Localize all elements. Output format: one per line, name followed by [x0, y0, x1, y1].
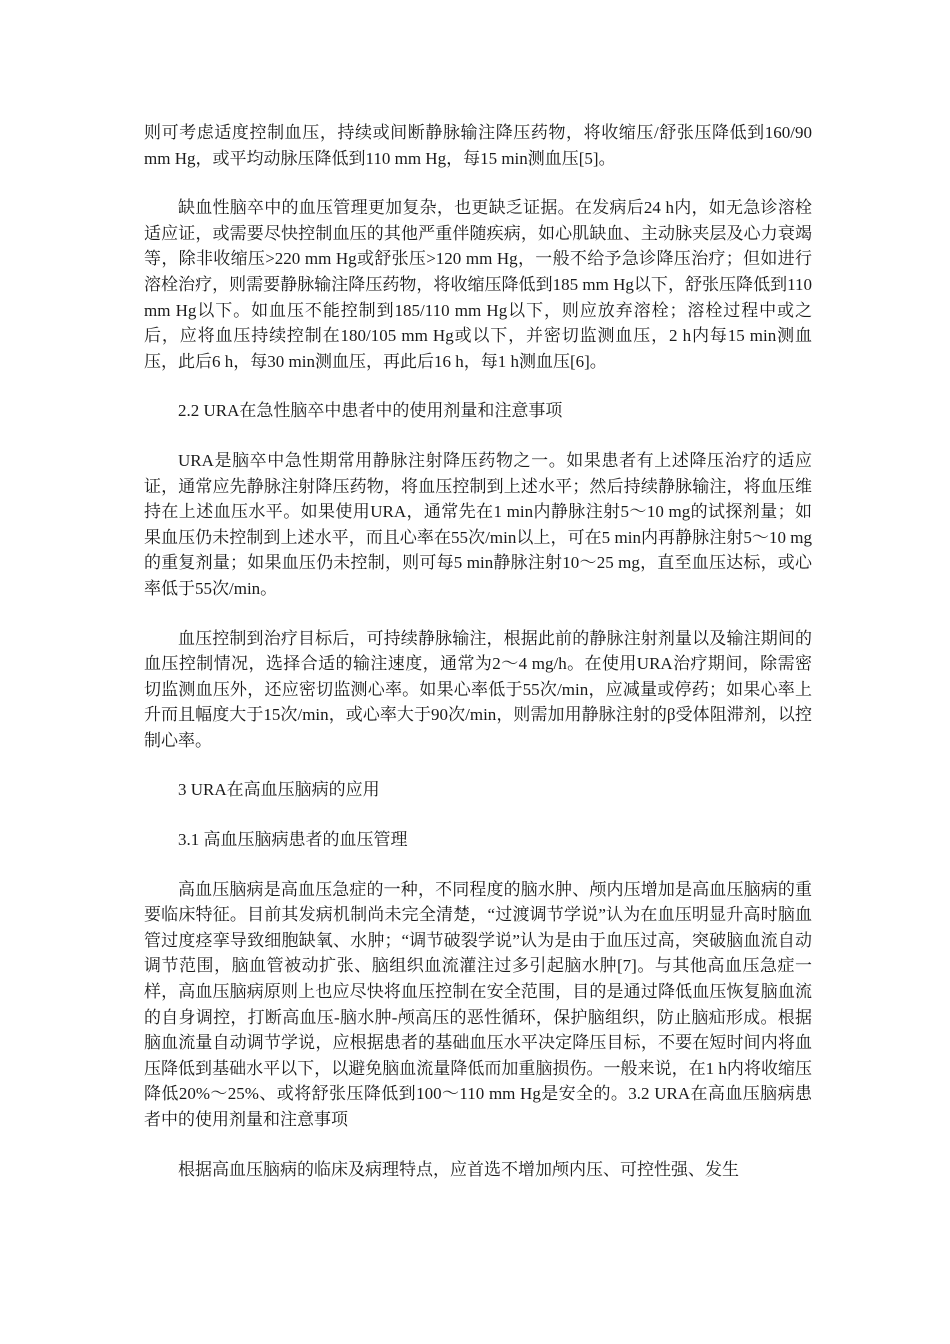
paragraph-drug-choice: 根据高血压脑病的临床及病理特点，应首选不增加颅内压、可控性强、发生: [178, 1159, 739, 1179]
document-body: [144, 120, 812, 1206]
paragraph-ura-dosage: URA是脑卒中急性期常用静脉注射降压药物之一。如果患者有上述降压治疗的适应证，通常应先静脉注射降压药物，将血压控制到上述水平；然后持续静脉输注，将血压维持在上述血压水平。如果使用URA，通常先在1 min内静脉注射5～10 mg的试探剂量；如果血压仍未控制到上述水平，而且心率在55次/min以上，可在5 min内再静脉注射5～10 mg的重复剂量；如果血压仍未控制，则可每5 min静脉注射10～25 mg，直至血压达标，或心率低于55次/min。: [144, 450, 812, 598]
paragraph-bp-control-continued: 则可考虑适度控制血压，持续或间断静脉输注降压药物，将收缩压/舒张压降低到160/90 mm Hg，或平均动脉压降低到110 mm Hg，每15 min测血压[5]。: [144, 123, 812, 168]
paragraph-ischemic-stroke: 缺血性脑卒中的血压管理更加复杂，也更缺乏证据。在发病后24 h内，如无急诊溶栓适应证，或需要尽快控制血压的其他严重伴随疾病，如心肌缺血、主动脉夹层及心力衰竭等，除非收缩压>220 mm Hg或舒张压>120 mm Hg，一般不给予急诊降压治疗；但如进行溶栓治疗，则需要静脉输注降压药物，将收缩压降低到185 mm Hg以下，舒张压降低到110 mm Hg以下。如血压不能控制到185/110 mm Hg以下，则应放弃溶栓；溶栓过程中或之后，应将血压持续控制在180/105 mm Hg或以下，并密切监测血压，2 h内每15 min测血压，此后6 h，每30 min测血压，再此后16 h，每1 h测血压[6]。: [144, 198, 812, 371]
section-heading-3: 3 URA在高血压脑病的应用: [178, 780, 380, 800]
section-heading-3-1: 3.1 高血压脑病患者的血压管理: [178, 830, 408, 850]
paragraph-ura-maintenance: 血压控制到治疗目标后，可持续静脉输注，根据此前的静脉注射剂量以及输注期间的血压控制情况，选择合适的输注速度，通常为2～4 mg/h。在使用URA治疗期间，除需密切监测血压外，还应密切监测心率。如果心率低于55次/min，应减量或停药；如果心率上升而且幅度大于15次/min，或心率大于90次/min，则需加用静脉注射的β受体阻滞剂，以控制心率。: [144, 628, 812, 750]
section-heading-2-2: 2.2 URA在急性脑卒中患者中的使用剂量和注意事项: [178, 401, 563, 421]
paragraph-hypertensive-encephalopathy: 高血压脑病是高血压急症的一种，不同程度的脑水肿、颅内压增加是高血压脑病的重要临床特征。目前其发病机制尚未完全清楚，“过渡调节学说”认为在血压明显升高时脑血管过度痉挛导致细胞缺氧、水肿；“调节破裂学说”认为是由于血压过高，突破脑血流自动调节范围，脑血管被动扩张、脑组织血流灌注过多引起脑水肿[7]。与其他高血压急症一样，高血压脑病原则上也应尽快将血压控制在安全范围，目的是通过降低血压恢复脑血流的自身调控，打断高血压-脑水肿-颅高压的恶性循环，保护脑组织，防止脑疝形成。根据脑血流量自动调节学说，应根据患者的基础血压水平决定降压目标，不要在短时间内将血压降低到基础水平以下，以避免脑血流量降低而加重脑损伤。一般来说，在1 h内将收缩压降低20%～25%、或将舒张压降低到100～110 mm Hg是安全的。3.2 URA在高血压脑病患者中的使用剂量和注意事项: [144, 879, 812, 1129]
